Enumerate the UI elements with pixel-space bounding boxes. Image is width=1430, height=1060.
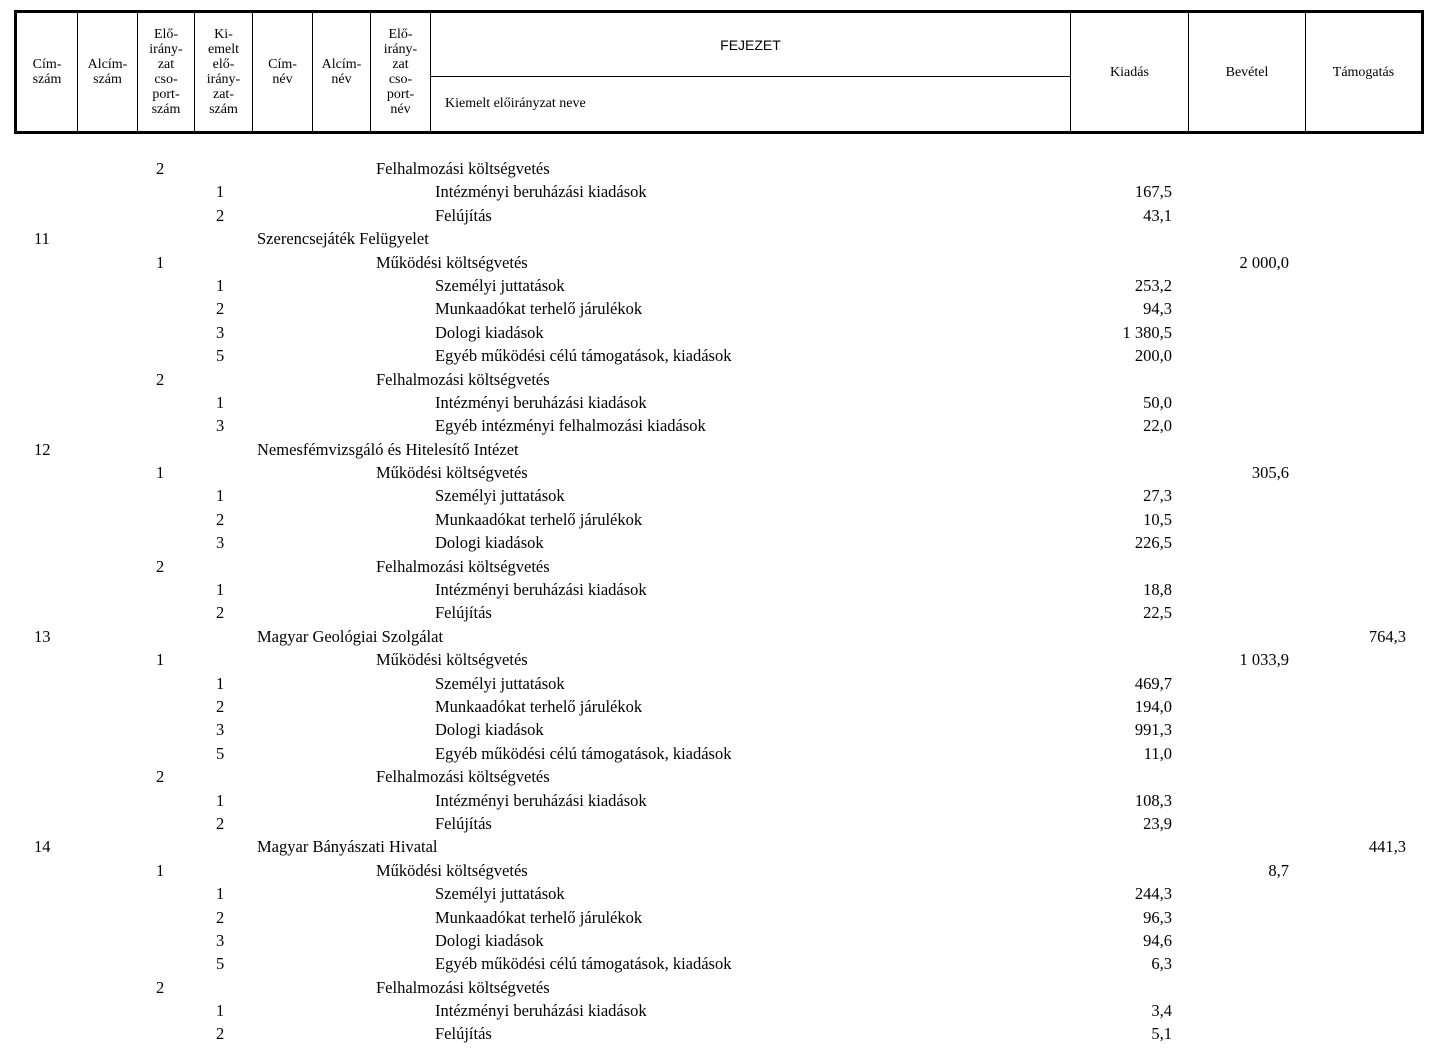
table-row [0,204,1430,227]
table-row [0,391,1430,414]
table-row [0,531,1430,554]
row-name: Magyar Geológiai Szolgálat [257,626,444,646]
table-row [0,251,1430,274]
table-row [0,952,1430,975]
kiadas-value: 18,8 [1143,580,1172,600]
kiadas-value: 5,1 [1151,1024,1172,1044]
table-row [0,882,1430,905]
row-name: Egyéb működési célú támogatások, kiadások [435,743,732,763]
cim-number: 13 [34,626,51,646]
table-row [0,672,1430,695]
cim-number: 14 [34,837,51,857]
table-row [0,368,1430,391]
kiemelt-eloiranyzat-number: 3 [216,322,225,342]
row-name: Dologi kiadások [435,930,544,950]
row-name: Dologi kiadások [435,533,544,553]
kiemelt-eloiranyzat-number: 2 [216,813,225,833]
kiadas-value: 27,3 [1143,486,1172,506]
table-row [0,976,1430,999]
row-name: Intézményi beruházási kiadások [435,1001,647,1021]
kiemelt-eloiranyzat-number: 1 [216,673,225,693]
row-name: Felhalmozási költségvetés [376,767,550,787]
table-row [0,648,1430,671]
kiadas-value: 22,5 [1143,603,1172,623]
kiemelt-eloiranyzat-number: 2 [216,1024,225,1044]
table-row [0,484,1430,507]
kiemelt-eloiranyzat-number: 3 [216,416,225,436]
row-name: Szerencsejáték Felügyelet [257,229,429,249]
row-name: Működési költségvetés [376,860,528,880]
kiadas-value: 10,5 [1143,509,1172,529]
eloiranyzat-csoport-number: 1 [156,860,165,880]
header-eloiranyzat-csoport-szam: Elő- irány- zat cso- port- szám [138,13,195,131]
header-kiadas: Kiadás [1071,13,1189,131]
eloiranyzat-csoport-number: 2 [156,556,165,576]
row-name: Egyéb működési célú támogatások, kiadások [435,954,732,974]
eloiranyzat-csoport-number: 2 [156,369,165,389]
table-row [0,1022,1430,1045]
tamogatas-value: 764,3 [1368,626,1406,646]
row-name: Munkaadókat terhelő járulékok [435,509,643,529]
row-name: Dologi kiadások [435,720,544,740]
kiadas-value: 991,3 [1134,720,1172,740]
kiadas-value: 253,2 [1134,275,1172,295]
kiemelt-eloiranyzat-number: 3 [216,720,225,740]
bevetel-value: 1 033,9 [1239,650,1289,670]
header-alcimnev: Alcím- név [313,13,371,131]
row-name: Egyéb működési célú támogatások, kiadások [435,346,732,366]
row-name: Munkaadókat terhelő járulékok [435,907,643,927]
table-row [0,555,1430,578]
eloiranyzat-csoport-number: 1 [156,650,165,670]
kiadas-value: 167,5 [1134,182,1172,202]
table-row [0,414,1430,437]
kiadas-value: 244,3 [1134,884,1172,904]
row-name: Működési költségvetés [376,650,528,670]
row-name: Intézményi beruházási kiadások [435,182,647,202]
row-name: Dologi kiadások [435,322,544,342]
table-row [0,297,1430,320]
kiadas-value: 194,0 [1134,696,1172,716]
tamogatas-value: 441,3 [1368,837,1406,857]
table-row [0,765,1430,788]
table-header [14,10,1424,134]
kiadas-value: 11,0 [1143,743,1172,763]
header-tamogatas: Támogatás [1332,64,1395,80]
row-name: Munkaadókat terhelő járulékok [435,299,643,319]
row-name: Felhalmozási költségvetés [376,977,550,997]
kiemelt-eloiranyzat-number: 2 [216,299,225,319]
table-row [0,625,1430,648]
header-kiemelt-eloiranyzat-szam: Ki- emelt elő- irány- zat- szám [195,13,253,131]
kiemelt-eloiranyzat-number: 1 [216,790,225,810]
row-name: Munkaadókat terhelő járulékok [435,696,643,716]
kiemelt-eloiranyzat-number: 2 [216,907,225,927]
kiemelt-eloiranyzat-number: 3 [216,533,225,553]
table-row [0,742,1430,765]
table-row [0,695,1430,718]
header-eloiranyzat-csoport-nev: Elő- irány- zat cso- port- név [371,13,431,131]
row-name: Felújítás [435,205,492,225]
eloiranyzat-csoport-number: 2 [156,977,165,997]
table-row [0,321,1430,344]
kiadas-value: 22,0 [1143,416,1172,436]
kiemelt-eloiranyzat-number: 1 [216,392,225,412]
row-name: Személyi juttatások [435,884,565,904]
kiemelt-eloiranyzat-number: 1 [216,580,225,600]
eloiranyzat-csoport-number: 2 [156,159,165,178]
kiemelt-eloiranyzat-number: 1 [216,275,225,295]
header-alcimszam: Alcím- szám [78,13,138,131]
row-name: Személyi juttatások [435,486,565,506]
kiadas-value: 1 380,5 [1122,322,1172,342]
cim-number: 11 [34,229,50,249]
header-bevetel: Bevétel [1189,13,1306,131]
kiemelt-eloiranyzat-number: 3 [216,930,225,950]
header-fejezet: FEJEZET [431,13,1071,77]
row-name: Felhalmozási költségvetés [376,159,550,178]
kiadas-value: 226,5 [1134,533,1172,553]
kiemelt-eloiranyzat-number: 1 [216,884,225,904]
table-row [0,812,1430,835]
row-name: Intézményi beruházási kiadások [435,392,647,412]
kiadas-value: 43,1 [1143,205,1172,225]
table-row [0,789,1430,812]
table-row [0,906,1430,929]
kiemelt-eloiranyzat-number: 1 [216,1001,225,1021]
kiadas-value: 23,9 [1143,813,1172,833]
table-row [0,180,1430,203]
kiemelt-eloiranyzat-number: 5 [216,743,225,763]
row-name: Intézményi beruházási kiadások [435,580,647,600]
kiadas-value: 94,6 [1143,930,1172,950]
row-name: Személyi juttatások [435,673,565,693]
header-cimszam: Cím- szám [17,13,78,131]
row-name: Felújítás [435,1024,492,1044]
kiadas-value: 50,0 [1143,392,1172,412]
row-name: Felújítás [435,813,492,833]
row-name: Felhalmozási költségvetés [376,556,550,576]
eloiranyzat-csoport-number: 2 [156,767,165,787]
bevetel-value: 8,7 [1268,860,1289,880]
kiemelt-eloiranyzat-number: 5 [216,954,225,974]
table-row [0,601,1430,624]
table-row [0,157,1430,180]
eloiranyzat-csoport-number: 1 [156,463,165,483]
row-name: Egyéb intézményi felhalmozási kiadások [435,416,706,436]
row-name: Működési költségvetés [376,252,528,272]
kiadas-value: 469,7 [1134,673,1172,693]
table-row [0,227,1430,250]
row-name: Magyar Bányászati Hivatal [257,837,438,857]
kiemelt-eloiranyzat-number: 2 [216,696,225,716]
table-row [0,859,1430,882]
table-row [0,835,1430,858]
kiadas-value: 6,3 [1151,954,1172,974]
row-name: Személyi juttatások [435,275,565,295]
row-name: Felhalmozási költségvetés [376,369,550,389]
table-row [0,578,1430,601]
table-body [0,157,1430,1046]
row-name: Működési költségvetés [376,463,528,483]
table-row [0,344,1430,367]
kiemelt-eloiranyzat-number: 2 [216,509,225,529]
kiadas-value: 108,3 [1134,790,1172,810]
kiemelt-eloiranyzat-number: 2 [216,205,225,225]
table-row [0,508,1430,531]
cim-number: 12 [34,439,51,459]
eloiranyzat-csoport-number: 1 [156,252,165,272]
header-kiemelt-eloiranyzat-neve: Kiemelt előirányzat neve [431,77,1071,131]
table-row [0,929,1430,952]
bevetel-value: 2 000,0 [1239,252,1289,272]
kiemelt-eloiranyzat-number: 1 [216,182,225,202]
kiadas-value: 94,3 [1143,299,1172,319]
table-row [0,461,1430,484]
row-name: Felújítás [435,603,492,623]
row-name: Intézményi beruházási kiadások [435,790,647,810]
kiemelt-eloiranyzat-number: 5 [216,346,225,366]
kiemelt-eloiranyzat-number: 2 [216,603,225,623]
header-cimnev: Cím- név [253,13,313,131]
table-row [0,274,1430,297]
table-row [0,999,1430,1022]
bevetel-value: 305,6 [1251,463,1289,483]
kiadas-value: 96,3 [1143,907,1172,927]
row-name: Nemesfémvizsgáló és Hitelesítő Intézet [257,439,519,459]
table-row [0,718,1430,741]
kiemelt-eloiranyzat-number: 1 [216,486,225,506]
kiadas-value: 3,4 [1151,1001,1172,1021]
table-row [0,438,1430,461]
kiadas-value: 200,0 [1134,346,1172,366]
